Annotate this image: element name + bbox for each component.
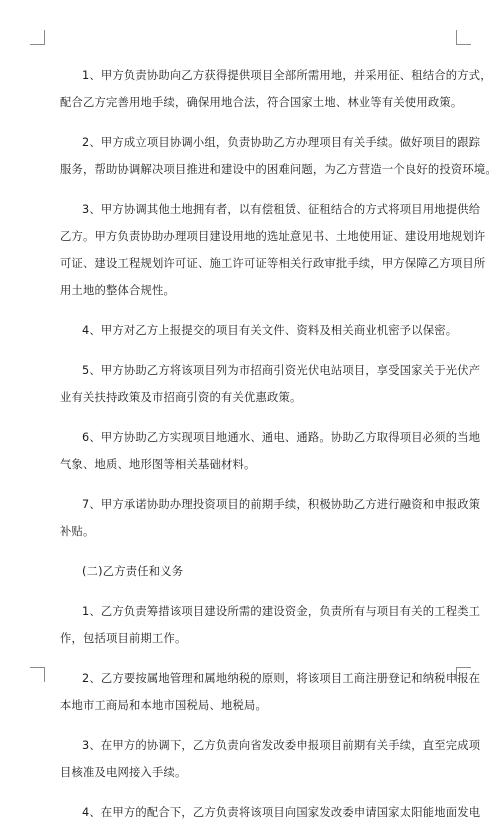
text-line: 2、甲方成立项目协调小组，负责协助乙方办理项目有关手续。做好项目的跟踪: [82, 136, 481, 149]
paragraph: [60, 357, 481, 411]
text-line: 本地市工商局和本地市国税局、地税局。: [60, 699, 267, 712]
crop-mark-top-left: [30, 30, 45, 45]
text-line: 2、乙方要按属地管理和属地纳税的原则，将该项目工商注册登记和纳税申报在: [82, 672, 481, 685]
text-line: 4、在甲方的配合下，乙方负责将该项目向国家发改委申请国家太阳能地面发电: [82, 806, 481, 819]
crop-mark-top-right: [456, 30, 471, 45]
text-line: 补贴。: [60, 525, 95, 538]
text-line: 用土地的整体合规性。: [60, 284, 175, 297]
text-line: 乙方。甲方负责协助办理项目建设用地的选址意见书、土地使用证、建设用地规划许: [60, 230, 486, 243]
paragraph: [60, 665, 481, 719]
paragraph: [60, 799, 481, 826]
text-line: 5、甲方协助乙方将该项目列为市招商引资光伏电站项目，享受国家关于光伏产: [82, 364, 481, 377]
paragraph: [60, 129, 497, 183]
paragraph: [60, 62, 492, 116]
text-line: 目核准及电网接入手续。: [60, 766, 187, 779]
paragraph: [60, 196, 486, 304]
text-line: 4、甲方对乙方上报提交的项目有关文件、资料及相关商业机密予以保密。: [82, 324, 458, 337]
paragraph: [60, 317, 458, 344]
text-line: 配合乙方完善用地手续，确保用地合法，符合国家土地、林业等有关使用政策。: [60, 96, 463, 109]
paragraph: [60, 732, 481, 786]
paragraph: [60, 558, 444, 585]
text-line: 作，包括项目前期工作。: [60, 632, 187, 645]
paragraph: [60, 598, 481, 652]
text-line: 1、乙方负责筹措该项目建设所需的建设资金，负责所有与项目有关的工程类工: [82, 605, 481, 618]
text-line: 业有关扶持政策及市招商引资的有关优惠政策。: [60, 391, 302, 404]
paragraph: [60, 424, 481, 478]
text-line: 可证、建设工程规划许可证、施工许可证等相关行政审批手续，甲方保障乙方项目所: [60, 257, 486, 270]
text-line: 服务，帮助协调解决项目推进和建设中的困难问题，为乙方营造一个良好的投资环境。: [60, 163, 497, 176]
text-line: 7、甲方承诺协助办理投资项目的前期手续，积极协助乙方进行融资和申报政策: [82, 498, 481, 511]
text-line: 6、甲方协助乙方实现项目地通水、通电、通路。协助乙方取得项目必须的当地: [82, 431, 481, 444]
paragraph: [60, 491, 481, 545]
text-line: 3、甲方协调其他土地拥有者，以有偿租赁、征租结合的方式将项目用地提供给: [82, 203, 481, 216]
document-body: [60, 62, 497, 839]
text-line: (二)乙方责任和义务: [82, 565, 184, 578]
text-line: 1、甲方负责协助向乙方获得提供项目全部所需用地，并采用征、租结合的方式，: [82, 69, 492, 82]
crop-mark-bottom-left: [30, 667, 45, 682]
text-line: 气象、地质、地形图等相关基础材料。: [60, 458, 256, 471]
text-line: 3、在甲方的协调下，乙方负责向省发改委申报项目前期有关手续，直至完成项: [82, 739, 481, 752]
